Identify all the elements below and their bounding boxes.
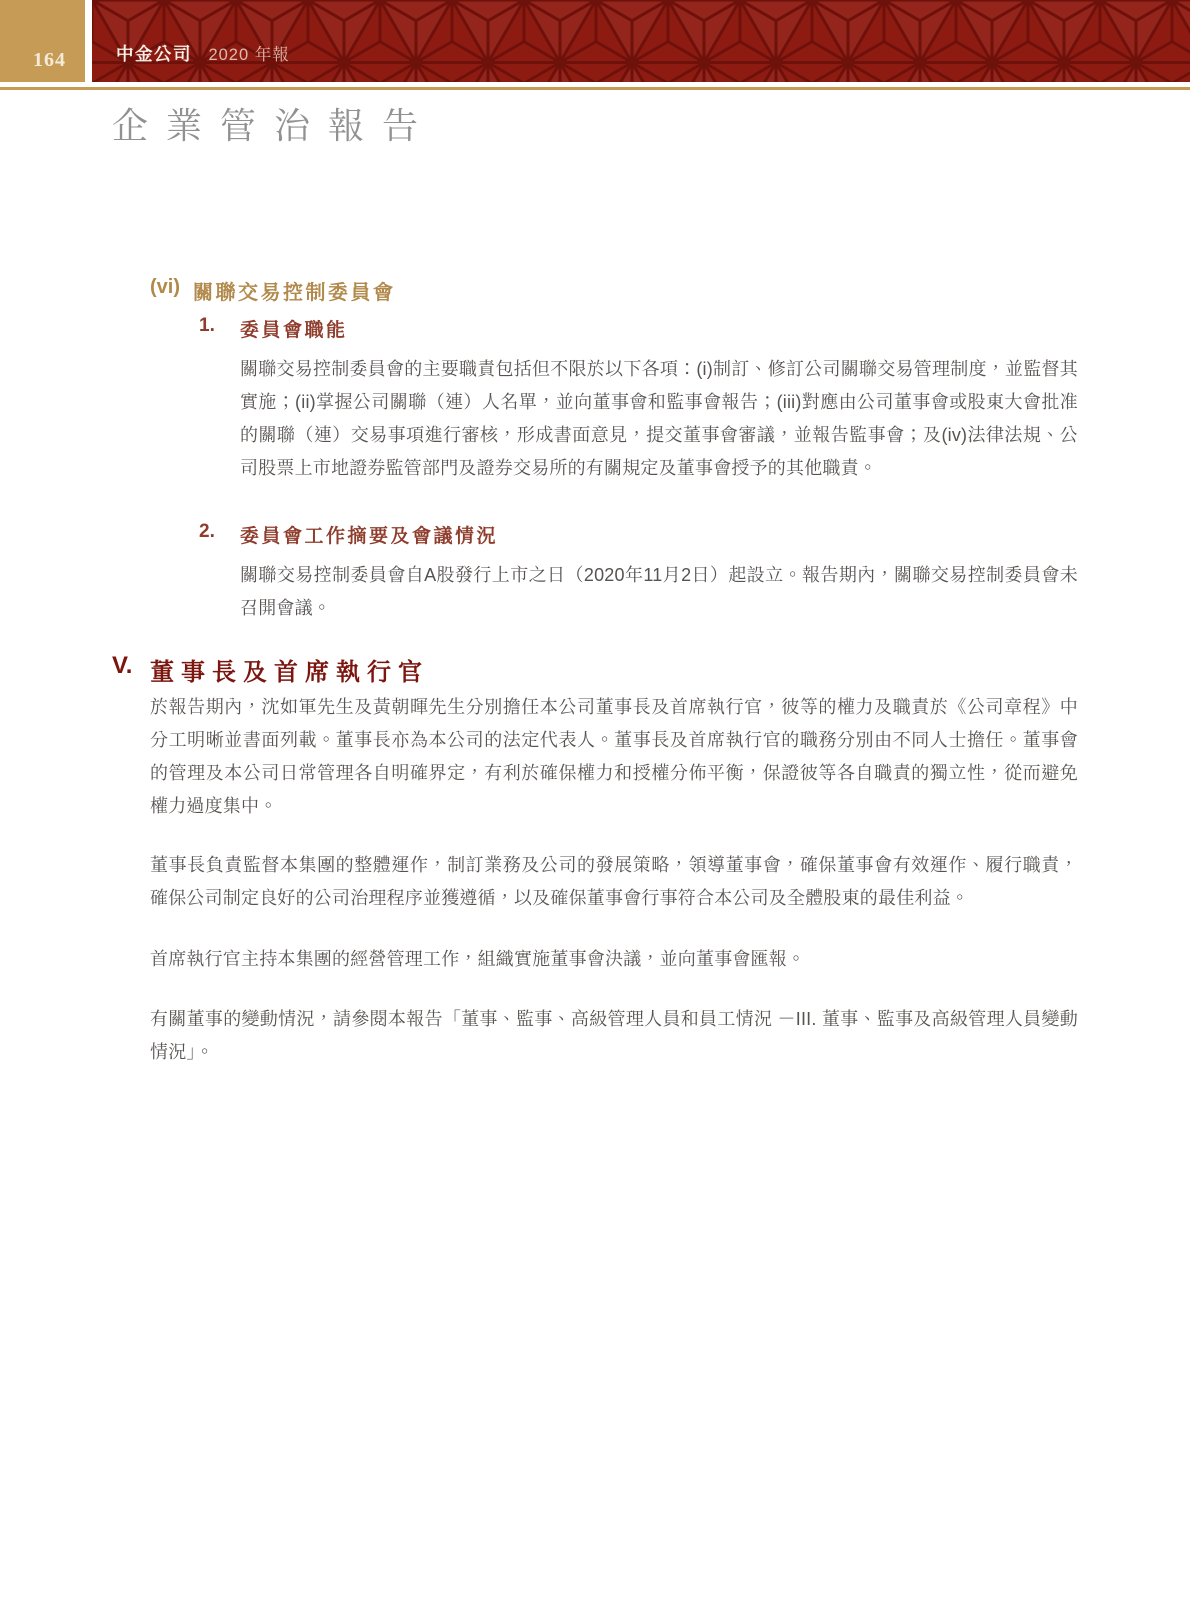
subsection-2-paragraph: 關聯交易控制委員會自A股發行上市之日（2020年11月2日）起設立。報告期內，關聯交易控制委員會未召開會議。	[240, 565, 1078, 618]
section-vi-marker: (vi)	[150, 276, 180, 298]
document-title: 企業管治報告	[112, 106, 437, 146]
section-v-marker: V.	[112, 652, 133, 679]
subsection-1-title: 委員會職能	[240, 320, 348, 341]
section-vi-title: 關聯交易控制委員會	[193, 282, 396, 304]
subsection-2-title: 委員會工作摘要及會議情況	[240, 526, 499, 547]
subsection-2-heading	[199, 521, 498, 548]
page-number: 164	[33, 49, 66, 71]
banner-text	[116, 41, 290, 66]
subsection-2-number: 2.	[199, 521, 215, 542]
header-banner	[92, 0, 1190, 82]
section-v-title: 董事長及首席執行官	[150, 659, 429, 686]
section-v-paragraph-1: 於報告期內，沈如軍先生及黃朝暉先生分別擔任本公司董事長及首席執行官，彼等的權力及職責於《公司章程》中分工明晰並書面列載。董事長亦為本公司的法定代表人。董事長及首席執行官的職務分別由不同人士擔任。董事會的管理及本公司日常管理各自明確界定，有利於確保權力和授權分佈平衡，保證彼等各自職責的獨立性，從而避免權力過度集中。	[150, 697, 1078, 816]
section-v-paragraph-3: 首席執行官主持本集團的經營管理工作，組織實施董事會決議，並向董事會匯報。	[150, 949, 806, 969]
report-edition: 2020 年報	[208, 46, 290, 64]
section-v-paragraph-4: 有關董事的變動情況，請參閱本報告「董事、監事、高級管理人員和員工情況 －III. 董事、監事及高級管理人員變動情況」。	[150, 1009, 1078, 1062]
subsection-1-paragraph: 關聯交易控制委員會的主要職責包括但不限於以下各項：(i)制訂、修訂公司關聯交易管理制度，並監督其實施；(ii)掌握公司關聯（連）人名單，並向董事會和監事會報告；(iii)對應由公司董事會或股東大會批准的關聯（連）交易事項進行審核，形成書面意見，提交董事會審議，並報告監事會；及(iv)法律法規、公司股票上市地證券監管部門及證券交易所的有關規定及董事會授予的其他職責。	[240, 359, 1078, 478]
section-vi-heading	[150, 276, 396, 305]
section-v-heading	[112, 652, 429, 687]
subsection-1-number: 1.	[199, 315, 215, 336]
company-name: 中金公司	[116, 44, 192, 64]
gold-divider	[0, 87, 1190, 90]
section-v-paragraph-2: 董事長負責監督本集團的整體運作，制訂業務及公司的發展策略，領導董事會，確保董事會有效運作、履行職責，確保公司制定良好的公司治理程序並獲遵循，以及確保董事會行事符合本公司及全體股東的最佳利益。	[150, 855, 1078, 908]
subsection-1-heading	[199, 315, 348, 342]
page-number-block	[0, 0, 85, 82]
